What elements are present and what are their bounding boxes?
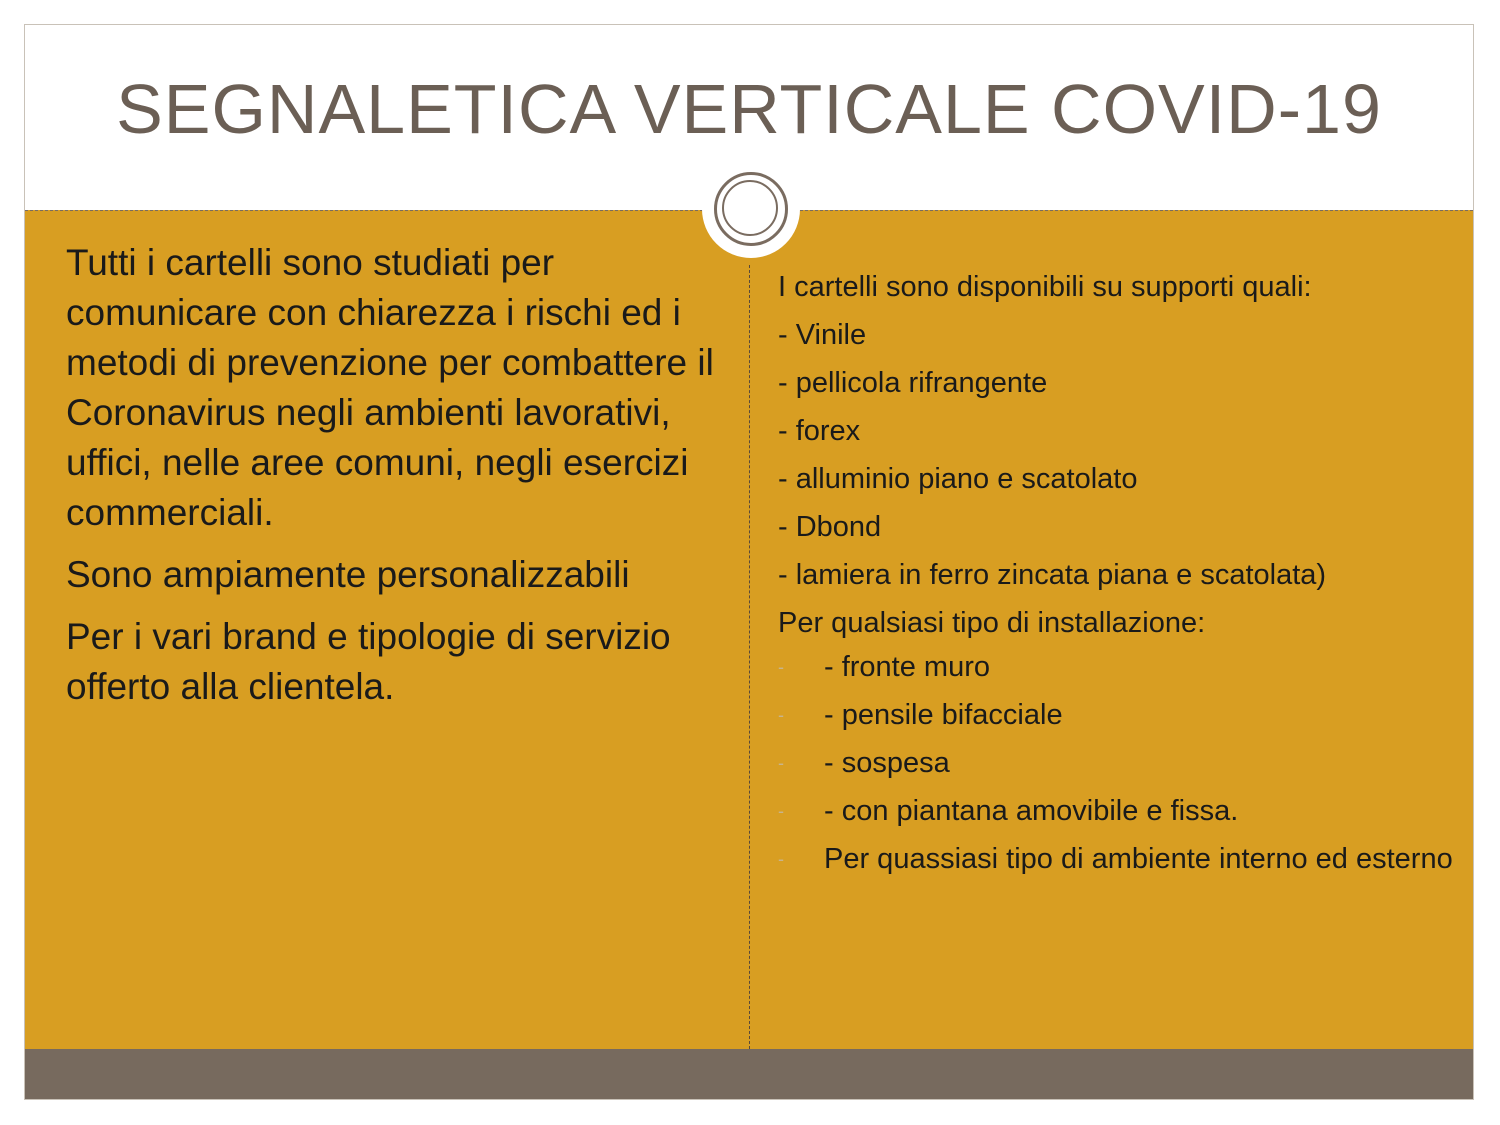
footer-band (25, 1049, 1473, 1100)
installation-item-text: - pensile bifacciale (824, 699, 1063, 731)
slide-title: SEGNALETICA VERTICALE COVID-19 (116, 70, 1382, 148)
installation-item (778, 695, 1458, 735)
support-item: - alluminio piano e scatolato (778, 463, 1138, 495)
bullet-dash-icon: - (778, 705, 784, 725)
left-column (66, 238, 726, 724)
installation-item-text: - con piantana amovibile e fissa. (824, 795, 1239, 827)
installation-item (778, 839, 1458, 879)
bullet-dash-icon: - (778, 801, 784, 821)
left-paragraph: Tutti i cartelli sono studiati per comunicare con chiarezza i rischi ed i metodi di prevenzione per combattere il Coronavirus negli ambienti lavorativi, uffici, nelle aree comuni, negli esercizi commerciali. (66, 242, 714, 533)
installation-item (778, 647, 1458, 687)
installation-item-text: Per quassiasi tipo di ambiente interno ed esterno (824, 843, 1453, 875)
support-item: - lamiera in ferro zincata piana e scatolata) (778, 559, 1327, 591)
right-column (778, 263, 1458, 887)
column-divider-line (749, 265, 750, 1049)
support-item: - Vinile (778, 319, 867, 351)
slide (24, 24, 1474, 1100)
installation-heading: Per qualsiasi tipo di installazione: (778, 607, 1206, 639)
left-paragraph: Per i vari brand e tipologie di servizio offerto alla clientela. (66, 616, 671, 707)
left-paragraph: Sono ampiamente personalizzabili (66, 554, 630, 595)
bullet-dash-icon: - (778, 753, 784, 773)
installation-item (778, 791, 1458, 831)
installation-item (778, 743, 1458, 783)
support-item: - forex (778, 415, 861, 447)
support-item: - pellicola rifrangente (778, 367, 1048, 399)
bullet-dash-icon: - (778, 849, 784, 869)
installation-item-text: - sospesa (824, 747, 950, 779)
installation-item-text: - fronte muro (824, 651, 990, 683)
bullet-dash-icon: - (778, 657, 784, 677)
support-item: - Dbond (778, 511, 882, 543)
supports-heading: I cartelli sono disponibili su supporti quali: (778, 271, 1312, 303)
